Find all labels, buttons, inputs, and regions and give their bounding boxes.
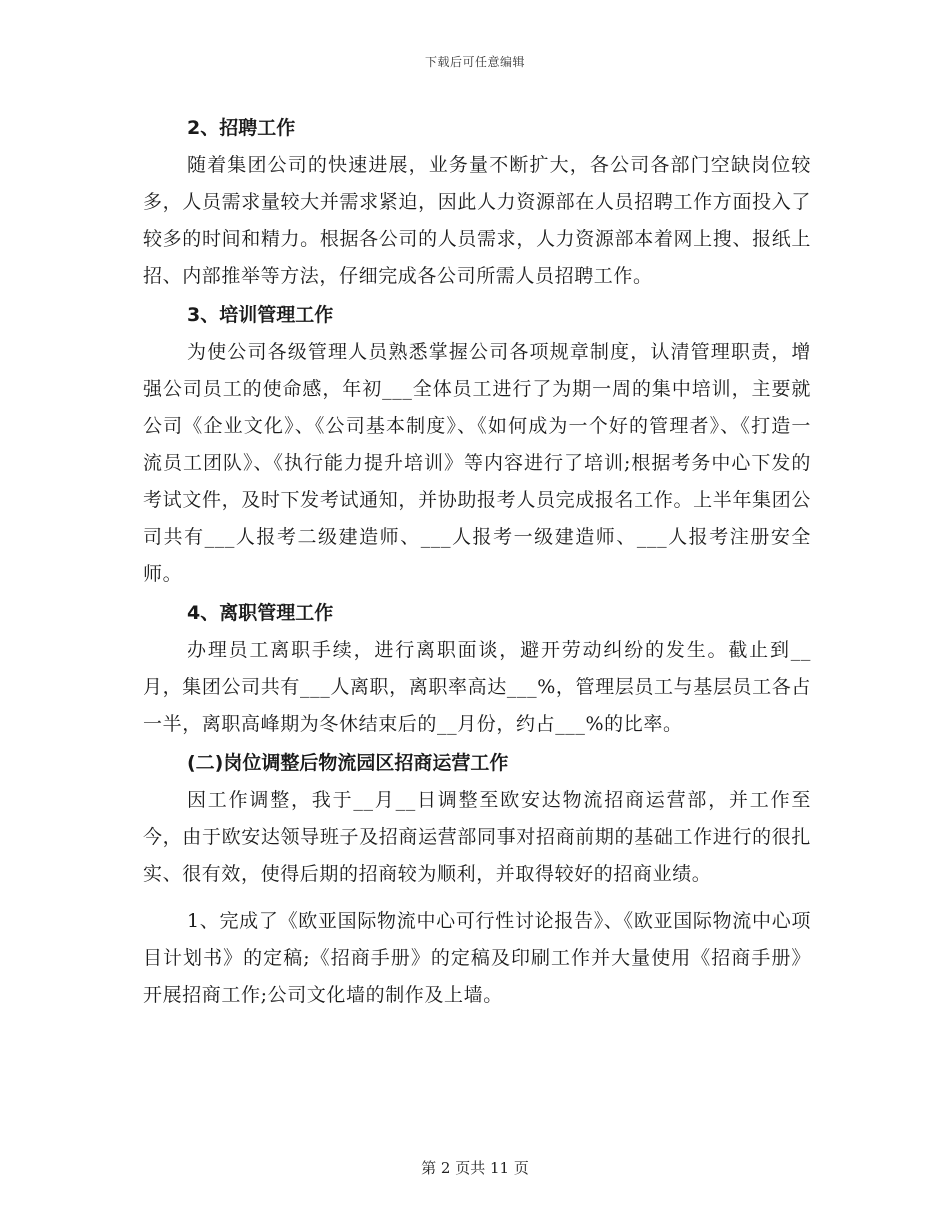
paragraph-resignation: 办理员工离职手续，进行离职面谈，避开劳动纠纷的发生。截止到__月，集团公司共有___人离职，离职率高达___%，管理层员工与基层员工各占一半，离职高峰期为冬休结束后的__月份，约占___%的比率。 (143, 639, 811, 735)
page-header: 下载后可任意编辑 (424, 55, 525, 69)
paragraph-training: 为使公司各级管理人员熟悉掌握公司各项规章制度，认清管理职责，增强公司员工的使命感，年初___全体员工进行了为期一周的集中培训，主要就公司《企业文化》、《公司基本制度》、《如何成为一个好的管理者》、《打造一流员工团队》、《执行能力提升培训》等内容进行了培训;根据考务中心下发的考试文件，及时下发考试通知，并协助报考人员完成报名工作。上半年集团公司共有___人报考二级建造师、___人报考一级建造师、___人报考注册安全师。 (143, 341, 811, 585)
paragraph-park-operations-item-1: 1、完成了《欧亚国际物流中心可行性讨论报告》、《欧亚国际物流中心项目计划书》的定稿;《招商手册》的定稿及印刷工作并大量使用《招商手册》开展招商工作;公司文化墙的制作及上墙。 (143, 910, 811, 1006)
section-heading-recruitment: 2、招聘工作 (187, 117, 296, 139)
section-heading-resignation: 4、离职管理工作 (187, 602, 334, 624)
paragraph-recruitment: 随着集团公司的快速进展，业务量不断扩大，各公司各部门空缺岗位较多，人员需求量较大并需求紧迫，因此人力资源部在人员招聘工作方面投入了较多的时间和精力。根据各公司的人员需求，人力资源部本着网上搜、报纸上招、内部推举等方法，仔细完成各公司所需人员招聘工作。 (143, 154, 811, 287)
section-heading-park-operations: (二)岗位调整后物流园区招商运营工作 (187, 752, 509, 774)
section-heading-training: 3、培训管理工作 (187, 304, 334, 326)
page-footer: 第 2 页共 11 页 (421, 1159, 529, 1177)
document-body (143, 110, 811, 1014)
paragraph-park-operations: 因工作调整，我于__月__日调整至欧安达物流招商运营部，并工作至今，由于欧安达领导班子及招商运营部同事对招商前期的基础工作进行的很扎实、很有效，使得后期的招商较为顺利，并取得较好的招商业绩。 (143, 789, 811, 885)
